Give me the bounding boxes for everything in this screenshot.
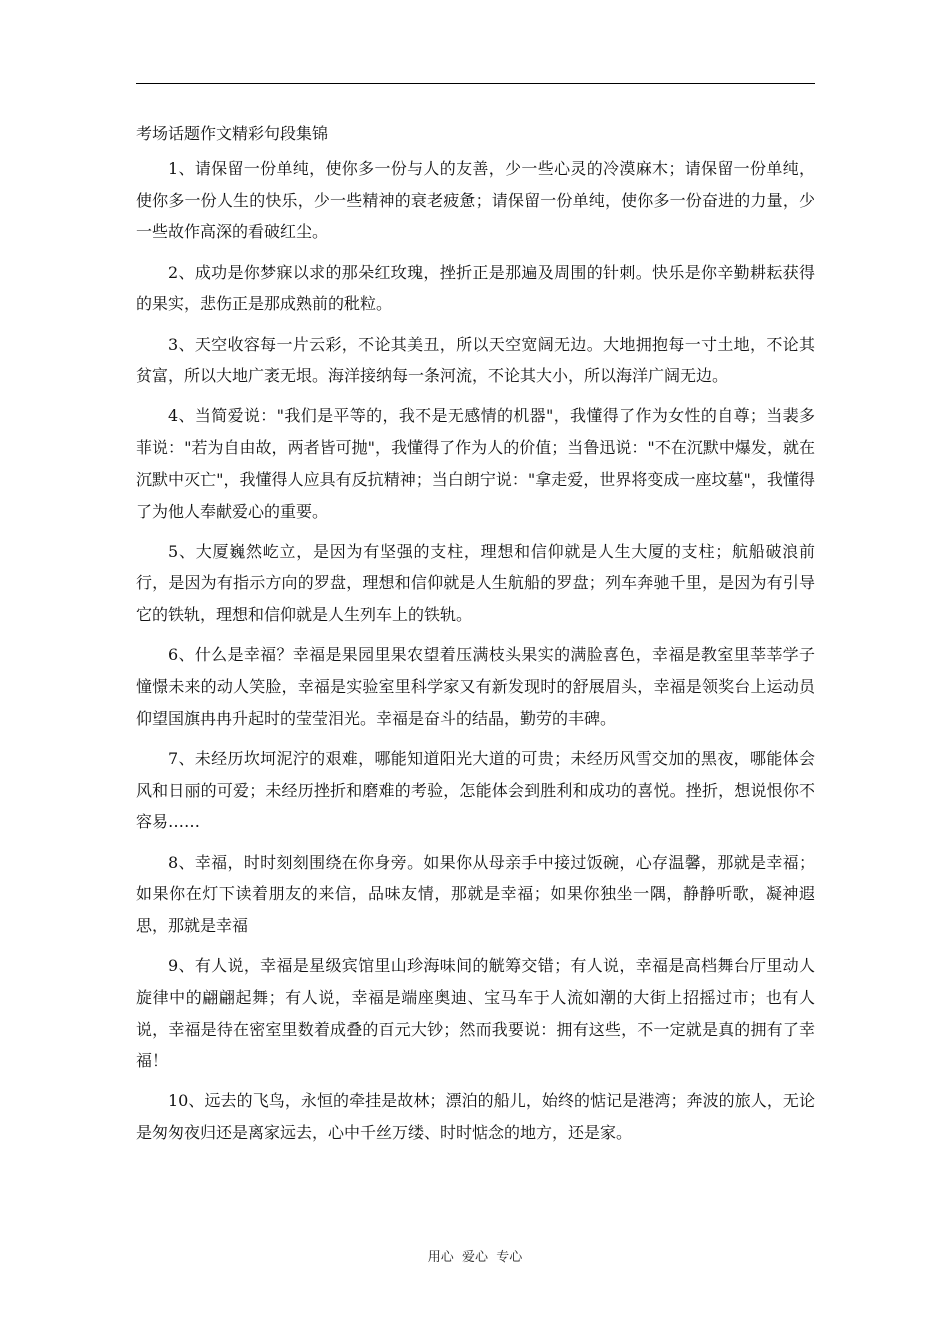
header-rule <box>136 83 815 84</box>
paragraph-9: 9、有人说，幸福是星级宾馆里山珍海味间的觥筹交错；有人说，幸福是高档舞台厅里动人旋律中的翩翩起舞；有人说，幸福是端座奥迪、宝马车于人流如潮的大街上招摇过市；也有人说，幸福是待在密室里数着成叠的百元大钞；然而我要说：拥有这些，不一定就是真的拥有了幸福！ <box>136 956 815 1071</box>
paragraph-7: 7、未经历坎坷泥泞的艰难，哪能知道阳光大道的可贵；未经历风雪交加的黑夜，哪能体会风和日丽的可爱；未经历挫折和磨难的考验，怎能体会到胜利和成功的喜悦。挫折，想说恨你不容易…… <box>136 748 815 832</box>
paragraph-8: 8、幸福，时时刻刻围绕在你身旁。如果你从母亲手中接过饭碗，心存温馨，那就是幸福；如果你在灯下读着朋友的来信，品味友情，那就是幸福；如果你独坐一隅，静静听歌，凝神遐思，那就是幸福 <box>136 852 815 935</box>
paragraph-4: 4、当简爱说："我们是平等的，我不是无感情的机器"，我懂得了作为女性的自尊；当裴多菲说："若为自由故，两者皆可抛"，我懂得了作为人的价值；当鲁迅说："不在沉默中爆发，就在沉默中灭亡"，我懂得人应具有反抗精神；当白朗宁说："拿走爱，世界将变成一座坟墓"，我懂得了为他人奉献爱心的重要。 <box>136 406 815 521</box>
page-footer: 用心 爱心 专心 <box>427 1250 523 1265</box>
paragraph-1: 1、请保留一份单纯，使你多一份与人的友善，少一些心灵的冷漠麻木；请保留一份单纯，使你多一份人生的快乐，少一些精神的衰老疲惫；请保留一份单纯，使你多一份奋进的力量，少一些故作高深的看破红尘。 <box>136 159 815 242</box>
document-body <box>136 153 815 1157</box>
paragraph-5: 5、大厦巍然屹立，是因为有坚强的支柱，理想和信仰就是人生大厦的支柱；航船破浪前行，是因为有指示方向的罗盘，理想和信仰就是人生航船的罗盘；列车奔驰千里，是因为有引导它的铁轨，理想和信仰就是人生列车上的铁轨。 <box>136 541 815 625</box>
document-title: 考场话题作文精彩句段集锦 <box>136 124 329 143</box>
paragraph-10: 10、远去的飞鸟，永恒的牵挂是故林；漂泊的船儿，始终的惦记是港湾；奔波的旅人，无论是匆匆夜归还是离家远去，心中千丝万缕、时时惦念的地方，还是家。 <box>136 1091 815 1143</box>
paragraph-3: 3、天空收容每一片云彩，不论其美丑，所以天空宽阔无边。大地拥抱每一寸土地，不论其贫富，所以大地广袤无垠。海洋接纳每一条河流，不论其大小，所以海洋广阔无边。 <box>136 334 815 386</box>
paragraph-2: 2、成功是你梦寐以求的那朵红玫瑰，挫折正是那遍及周围的针刺。快乐是你辛勤耕耘获得的果实，悲伤正是那成熟前的秕粒。 <box>136 262 815 314</box>
paragraph-6: 6、什么是幸福？幸福是果园里果农望着压满枝头果实的满脸喜色，幸福是教室里莘莘学子憧憬未来的动人笑脸，幸福是实验室里科学家又有新发现时的舒展眉头，幸福是领奖台上运动员仰望国旗冉冉升起时的莹莹泪光。幸福是奋斗的结晶，勤劳的丰碑。 <box>136 645 815 728</box>
